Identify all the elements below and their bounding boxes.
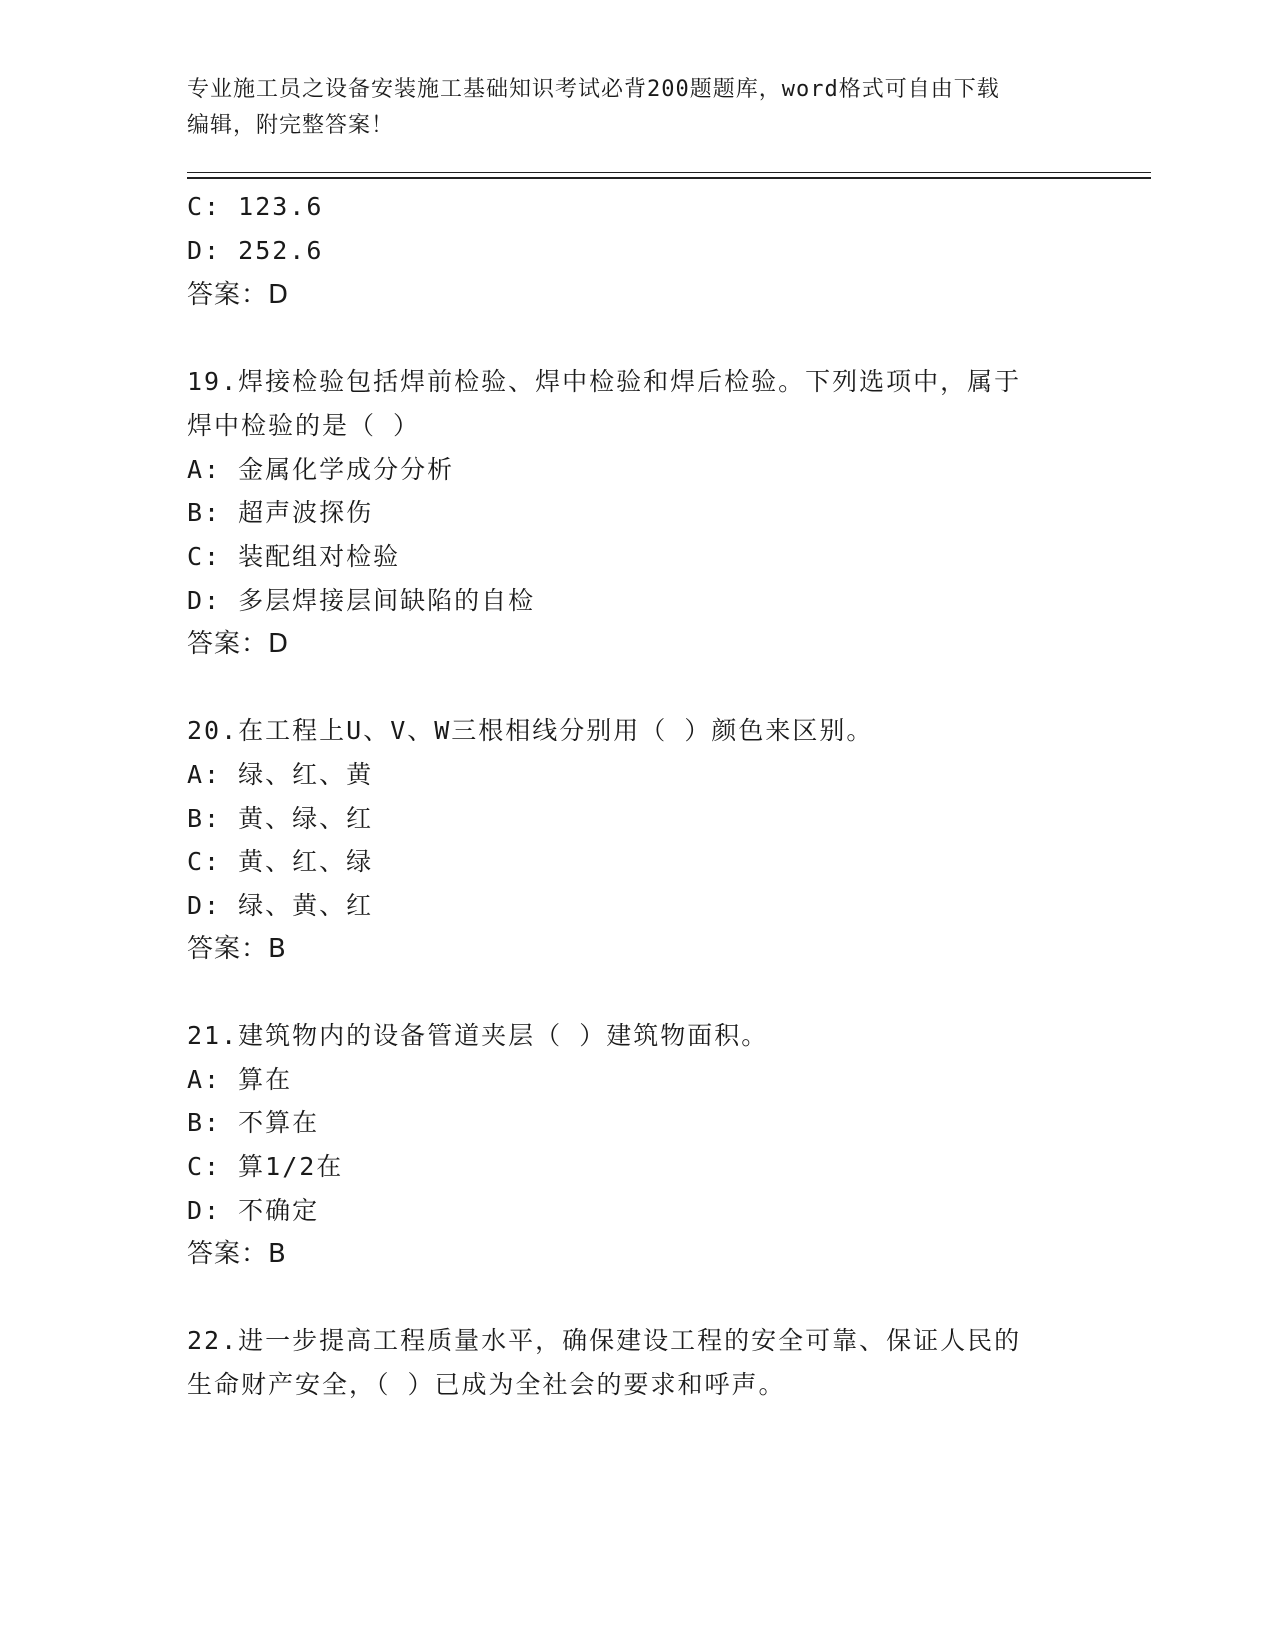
q20-option-d: D: 绿、黄、红 xyxy=(187,891,374,920)
q20-option-c: C: 黄、红、绿 xyxy=(187,847,374,876)
q21-option-b: B: 不算在 xyxy=(187,1108,320,1137)
header-title-line-2: 编辑，附完整答案！ xyxy=(187,113,395,138)
option-c-prev: C: 123.6 xyxy=(187,192,324,221)
question-22-line-2: 生命财产安全，（ ）已成为全社会的要求和呼声。 xyxy=(187,1370,786,1399)
question-22-line-1: 22.进一步提高工程质量水平，确保建设工程的安全可靠、保证人民的 xyxy=(187,1326,1022,1355)
option-d-prev: D: 252.6 xyxy=(187,236,324,265)
header-divider-thick xyxy=(187,177,1151,179)
answer-prev: 答案：D xyxy=(187,280,290,310)
q21-answer: 答案：B xyxy=(187,1239,287,1269)
q19-option-a: A: 金属化学成分分析 xyxy=(187,455,455,484)
q20-answer: 答案：B xyxy=(187,934,287,964)
q19-option-d: D: 多层焊接层间缺陷的自检 xyxy=(187,586,536,615)
q21-option-d: D: 不确定 xyxy=(187,1196,320,1225)
header-divider-thin xyxy=(187,172,1151,173)
question-19-line-1: 19.焊接检验包括焊前检验、焊中检验和焊后检验。下列选项中，属于 xyxy=(187,367,1022,396)
q19-answer: 答案：D xyxy=(187,629,290,659)
q20-option-b: B: 黄、绿、红 xyxy=(187,804,374,833)
question-21: 21.建筑物内的设备管道夹层（ ）建筑物面积。 xyxy=(187,1021,769,1050)
question-20: 20.在工程上U、V、W三根相线分别用（ ）颜色来区别。 xyxy=(187,716,874,745)
q20-option-a: A: 绿、红、黄 xyxy=(187,760,374,789)
q19-option-b: B: 超声波探伤 xyxy=(187,498,374,527)
question-19-line-2: 焊中检验的是（ ） xyxy=(187,411,421,440)
document-header xyxy=(187,72,1087,144)
q19-option-c: C: 装配组对检验 xyxy=(187,542,401,571)
header-title-line-1: 专业施工员之设备安装施工基础知识考试必背200题题库，word格式可自由下载 xyxy=(187,77,1000,102)
q21-option-c: C: 算1/2在 xyxy=(187,1152,344,1181)
q21-option-a: A: 算在 xyxy=(187,1065,293,1094)
